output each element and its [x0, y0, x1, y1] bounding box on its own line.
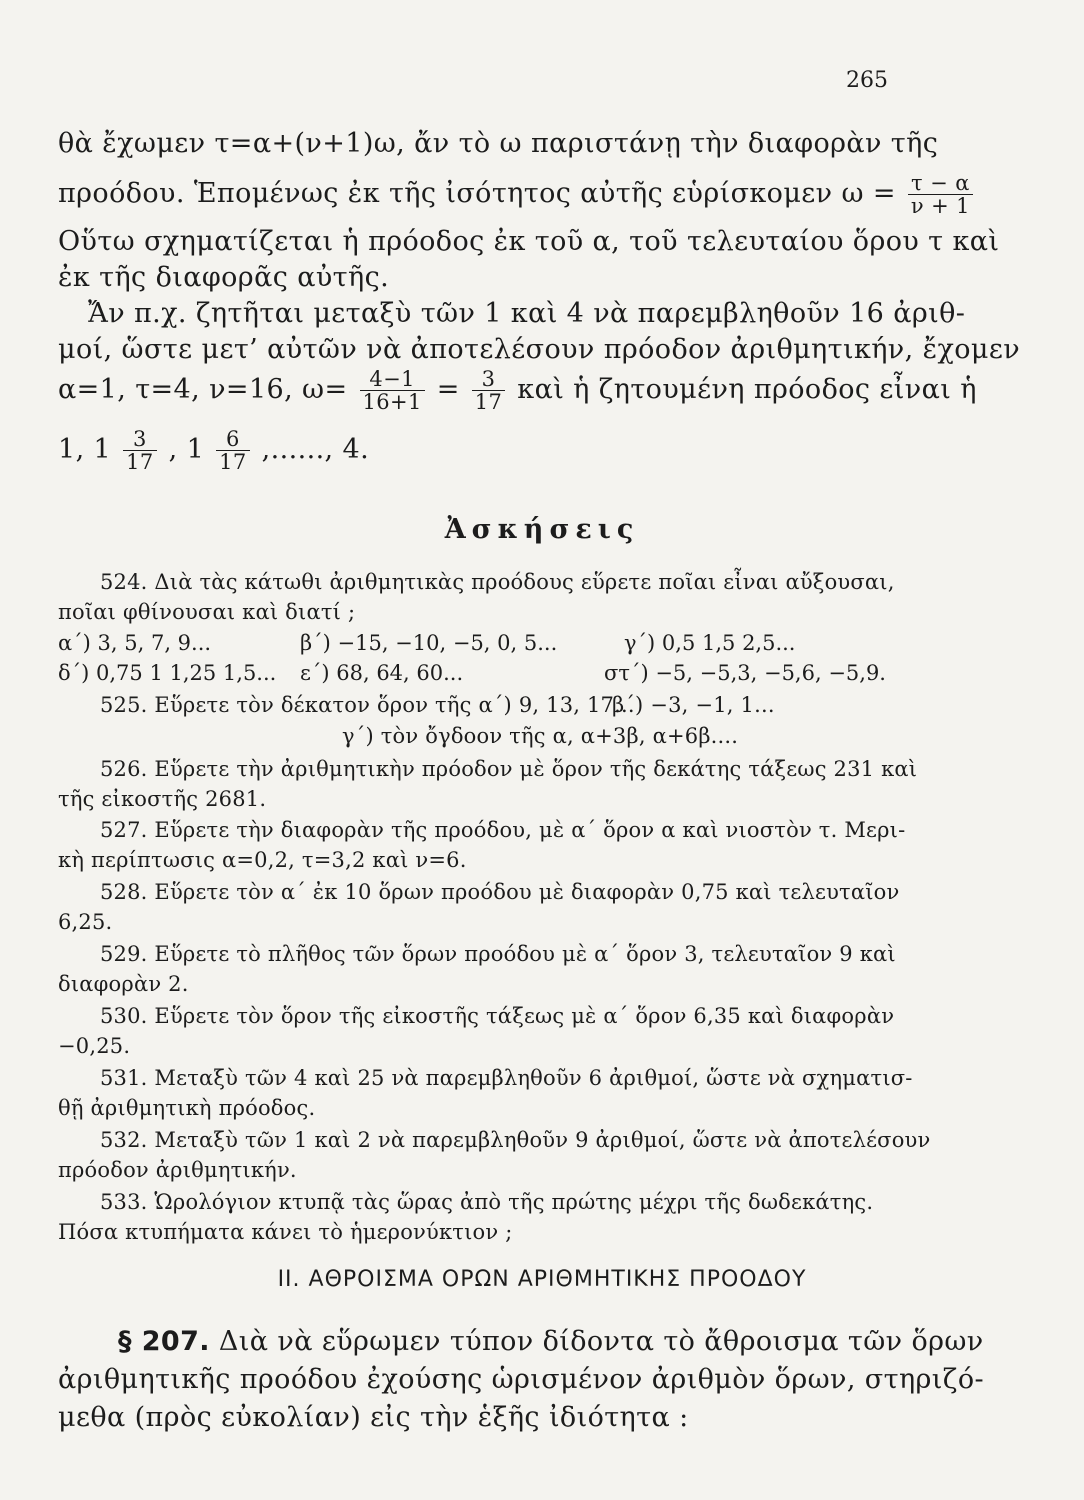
intro-line-2	[58, 172, 976, 217]
fraction-denominator: 17	[219, 450, 247, 475]
fraction-t-minus-a	[908, 172, 973, 217]
exercise-524-item-c: γ΄) 0,5 1,5 2,5...	[624, 631, 796, 655]
sequence-start: 1, 1	[58, 434, 112, 466]
exercise-525-line-1: 525. Εὕρετε τὸν δέκατον ὅρον τῆς α΄) 9, 13, 17...	[100, 693, 635, 717]
intro-line-6: μοί, ὥστε μετ’ αὐτῶν νὰ ἀποτελέσουν πρόοδον ἀριθμητικήν, ἔχομεν	[58, 334, 1021, 365]
exercise-524-item-d: δ΄) 0,75 1 1,25 1,5...	[58, 661, 277, 685]
paragraph-207-text-1: Διὰ νὰ εὕρωμεν τύπον δίδοντα τὸ ἄθροισμα τῶν ὅρων	[218, 1326, 984, 1357]
exercise-524-line-1: 524. Διὰ τὰς κάτωθι ἀριθμητικὰς προόδους εὕρετε ποῖαι εἶναι αὔξουσαι,	[100, 570, 895, 594]
intro-line-7-values: α=1, τ=4, ν=16, ω=	[58, 374, 348, 406]
exercise-532-line-1: 532. Μεταξὺ τῶν 1 καὶ 2 νὰ παρεμβληθοῦν 9 ἀριθμοί, ὥστε νὰ ἀποτελέσουν	[100, 1128, 931, 1152]
section-title: II. ΑΘΡΟΙΣΜΑ ΟΡΩΝ ΑΡΙΘΜΗΤΙΚΗΣ ΠΡΟΟΔΟΥ	[277, 1267, 807, 1292]
intro-line-8	[58, 428, 369, 473]
exercise-530-line-2: −0,25.	[58, 1034, 131, 1058]
exercise-526-line-1: 526. Εὕρετε τὴν ἀριθμητικὴν πρόοδον μὲ ὅρον τῆς δεκάτης τάξεως 231 καὶ	[100, 757, 918, 781]
paragraph-207-line-3: μεθα (πρὸς εὐκολίαν) εἰς τὴν ἑξῆς ἰδιότητα :	[58, 1402, 689, 1433]
exercise-526-line-2: τῆς εἰκοστῆς 2681.	[58, 787, 267, 811]
fraction-denominator: 17	[126, 450, 154, 475]
exercise-533-line-2: Πόσα κτυπήματα κάνει τὸ ἡμερονύκτιον ;	[58, 1220, 513, 1244]
paragraph-number: § 207.	[118, 1326, 210, 1357]
exercise-531-line-1: 531. Μεταξὺ τῶν 4 καὶ 25 νὰ παρεμβληθοῦν 6 ἀριθμοί, ὥστε νὰ σχηματισ-	[100, 1066, 913, 1090]
fraction-denominator: ν + 1	[910, 194, 970, 219]
paragraph-207-line-2: ἀριθμητικῆς προόδου ἐχούσης ὡρισμένον ἀριθμὸν ὅρων, στηριζό-	[58, 1364, 985, 1395]
fraction-denominator: 17	[474, 390, 503, 415]
fraction-3-over-17	[123, 428, 157, 473]
fraction-4-1-over-16-1	[360, 368, 425, 413]
intro-line-5: Ἄν π.χ. ζητῆται μεταξὺ τῶν 1 καὶ 4 νὰ παρεμβληθοῦν 16 ἀριθ-	[88, 298, 966, 329]
exercise-528-line-1: 528. Εὕρετε τὸν α΄ ἐκ 10 ὅρων προόδου μὲ διαφορὰν 0,75 καὶ τελευταῖον	[100, 880, 900, 904]
intro-line-2-text: προόδου. Ἑπομένως ἐκ τῆς ἰσότητος αὐτῆς εὑρίσκομεν ω =	[58, 178, 896, 210]
exercise-528-line-2: 6,25.	[58, 910, 113, 934]
exercise-524-line-2: ποῖαι φθίνουσαι καὶ διατί ;	[58, 600, 356, 624]
fraction-numerator: τ − α	[908, 172, 973, 195]
fraction-3-over-17	[472, 368, 506, 413]
intro-line-1: θὰ ἔχωμεν τ=α+(ν+1)ω, ἄν τὸ ω παριστάνῃ τὴν διαφορὰν τῆς	[58, 128, 939, 159]
fraction-numerator: 6	[216, 428, 250, 451]
exercise-527-line-1: 527. Εὕρετε τὴν διαφορὰν τῆς προόδου, μὲ α΄ ὅρον α καὶ νιοστὸν τ. Μερι-	[100, 818, 906, 842]
exercise-532-line-2: πρόοδον ἀριθμητικήν.	[58, 1158, 297, 1182]
fraction-numerator: 3	[123, 428, 157, 451]
exercise-530-line-1: 530. Εὕρετε τὸν ὅρον τῆς εἰκοστῆς τάξεως μὲ α΄ ὅρον 6,35 καὶ διαφορὰν	[100, 1004, 895, 1028]
fraction-6-over-17	[216, 428, 250, 473]
exercise-531-line-2: θῇ ἀριθμητικὴ πρόοδος.	[58, 1096, 316, 1120]
exercise-524-item-a: α΄) 3, 5, 7, 9...	[58, 631, 212, 655]
exercises-heading: Ἀσκήσεις	[444, 514, 640, 545]
intro-line-4: ἐκ τῆς διαφορᾶς αὐτῆς.	[58, 262, 390, 293]
fraction-numerator: 4−1	[360, 368, 425, 391]
fraction-denominator: 16+1	[362, 390, 422, 415]
fraction-numerator: 3	[472, 368, 506, 391]
sequence-middle: , 1	[168, 434, 205, 466]
exercise-524-item-b: β΄) −15, −10, −5, 0, 5...	[300, 631, 558, 655]
exercise-529-line-2: διαφορὰν 2.	[58, 972, 189, 996]
intro-line-7-text: καὶ ἡ ζητουμένη πρόοδος εἶναι ἡ	[517, 374, 977, 406]
exercise-533-line-1: 533. Ὡρολόγιον κτυπᾷ τὰς ὥρας ἀπὸ τῆς πρώτης μέχρι τῆς δωδεκάτης.	[100, 1190, 874, 1214]
page-number: 265	[846, 68, 888, 93]
exercise-527-line-2: κὴ περίπτωσις α=0,2, τ=3,2 καὶ ν=6.	[58, 848, 467, 872]
sequence-end: ,......, 4.	[261, 434, 370, 466]
exercise-524-item-f: στ΄) −5, −5,3, −5,6, −5,9.	[604, 661, 886, 685]
equals-sign: =	[436, 374, 460, 406]
exercise-525-item-b: β΄) −3, −1, 1...	[612, 693, 775, 717]
exercise-529-line-1: 529. Εὕρετε τὸ πλῆθος τῶν ὅρων προόδου μὲ α΄ ὅρον 3, τελευταῖον 9 καὶ	[100, 942, 896, 966]
exercise-524-item-e: ε΄) 68, 64, 60...	[300, 661, 464, 685]
paragraph-207-line-1	[118, 1326, 984, 1357]
intro-line-7	[58, 368, 977, 413]
exercise-525-item-c: γ΄) τὸν ὄγδοον τῆς α, α+3β, α+6β....	[342, 724, 739, 748]
intro-line-3: Οὕτω σχηματίζεται ἡ πρόοδος ἐκ τοῦ α, τοῦ τελευταίου ὅρου τ καὶ	[58, 226, 1000, 257]
